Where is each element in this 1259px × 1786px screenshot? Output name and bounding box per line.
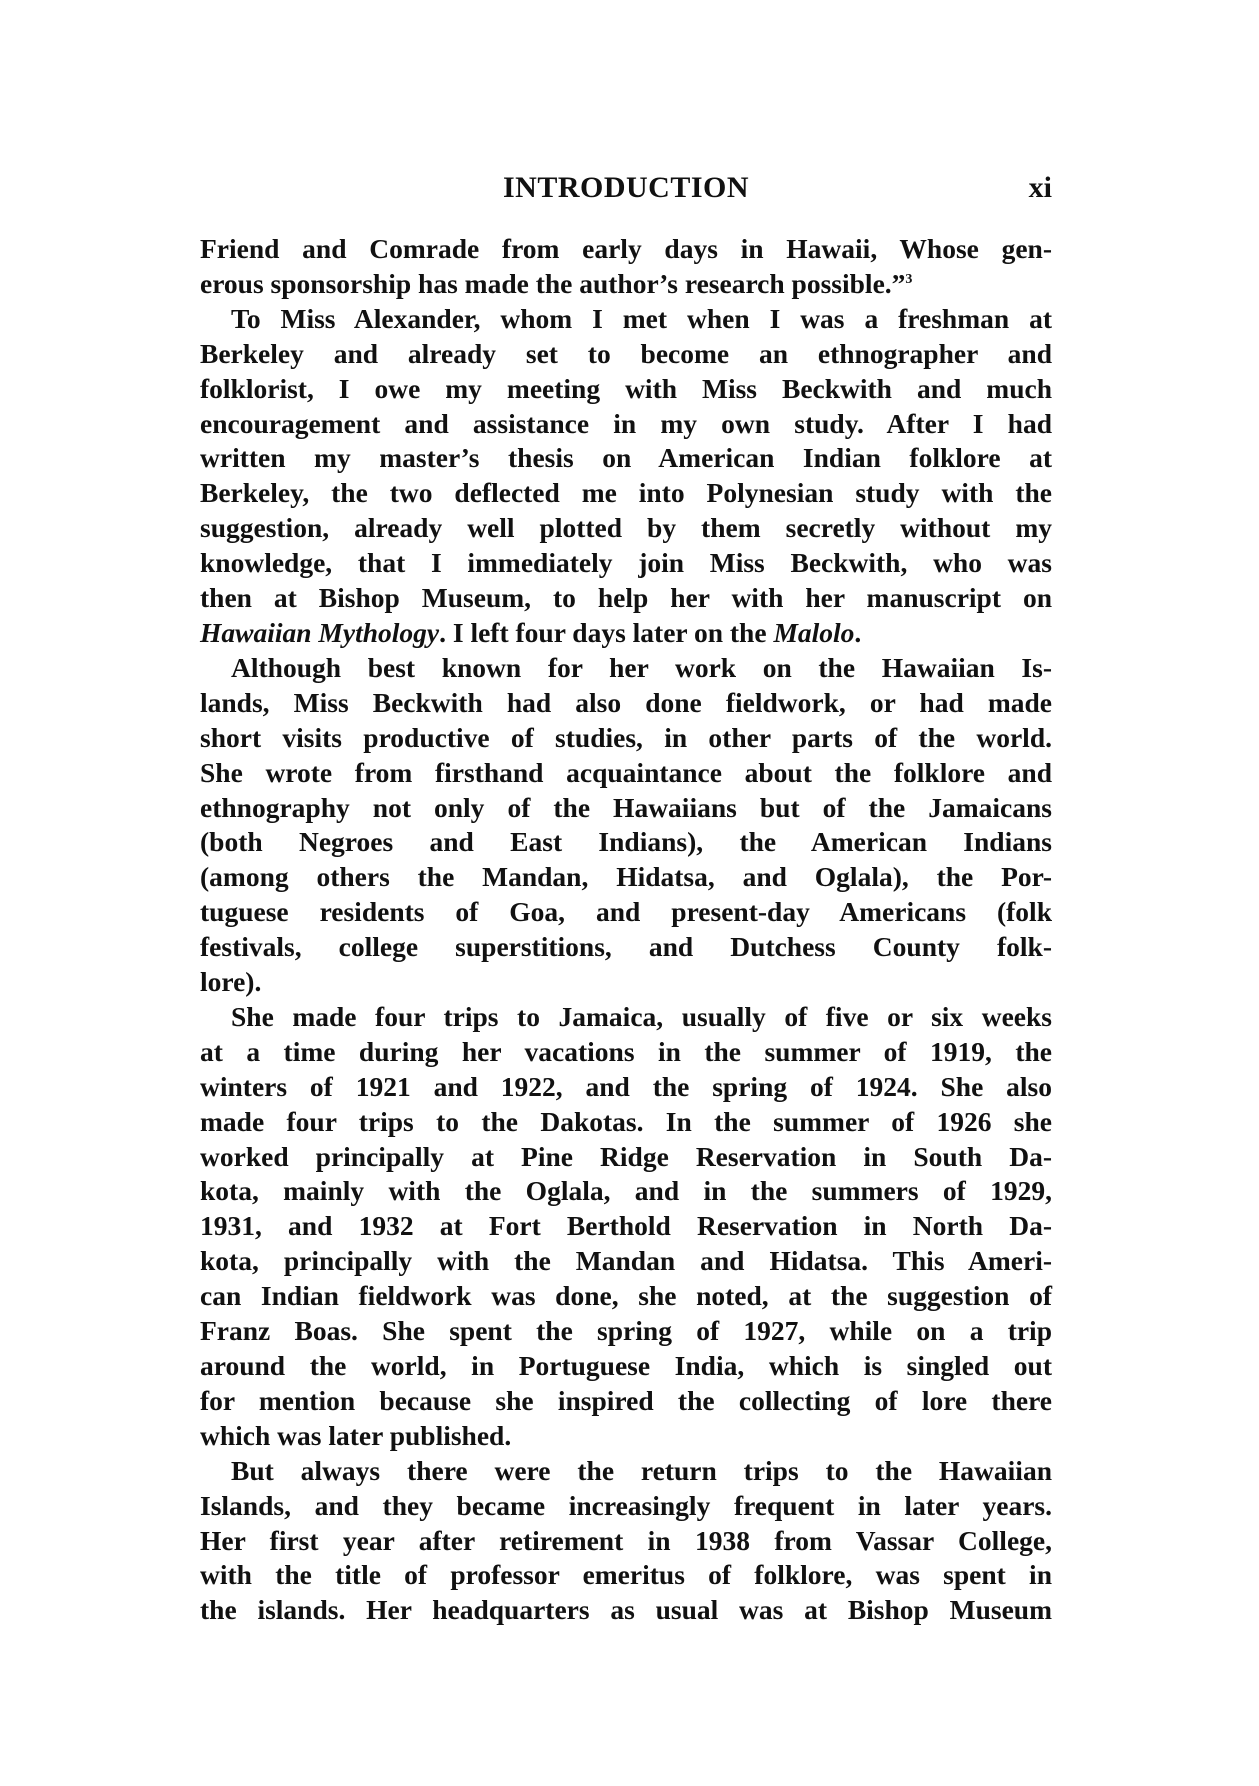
text-line: winters of 1921 and 1922, and the spring of 1924. She also: [200, 1070, 1052, 1102]
text-line: made four trips to the Dakotas. In the summer of 1926 she: [200, 1105, 1052, 1137]
text-line: folklorist, I owe my meeting with Miss Beckwith and much: [200, 372, 1052, 404]
text-line: Her first year after retirement in 1938 from Vassar College,: [200, 1524, 1052, 1556]
text-line: for mention because she inspired the collecting of lore there: [200, 1384, 1052, 1416]
text-line: can Indian fieldwork was done, she noted, at the suggestion of: [200, 1280, 1052, 1312]
text-fragment: .: [854, 616, 862, 648]
text-line: at a time during her vacations in the summer of 1919, the: [200, 1035, 1052, 1067]
text-line: worked principally at Pine Ridge Reservation in South Da-: [200, 1140, 1052, 1172]
text-line: written my master’s thesis on American Indian folklore at: [200, 442, 1052, 474]
body-text: [200, 232, 1052, 1628]
text-line: festivals, college superstitions, and Dutchess County folk-: [200, 931, 1052, 963]
text-line: kota, mainly with the Oglala, and in the summers of 1929,: [200, 1175, 1052, 1207]
text-line: tuguese residents of Goa, and present-day Americans (folk: [200, 896, 1052, 928]
book-title: Hawaiian Mythology: [200, 616, 440, 648]
text-line: with the title of professor emeritus of folklore, was spent in: [200, 1559, 1052, 1591]
text-fragment: erous sponsorship has made the author’s research possible.”: [200, 267, 906, 299]
page-number: xi: [1028, 171, 1052, 204]
text-line: short visits productive of studies, in other parts of the world.: [200, 721, 1052, 753]
text-line: To Miss Alexander, whom I met when I was a freshman at: [231, 302, 1052, 334]
text-line: [200, 616, 1052, 651]
text-line: She wrote from firsthand acquaintance about the folklore and: [200, 756, 1052, 788]
text-line: Islands, and they became increasingly frequent in later years.: [200, 1489, 1052, 1521]
running-head: [200, 168, 1052, 208]
text-line: which was later published.: [200, 1419, 512, 1451]
text-fragment: . I left four days later on the: [439, 616, 774, 648]
text-line: around the world, in Portuguese India, which is singled out: [200, 1350, 1052, 1381]
text-line: Berkeley, the two deflected me into Polynesian study with the: [200, 477, 1052, 509]
text-line: then at Bishop Museum, to help her with her manuscript on: [200, 582, 1052, 614]
text-line: Although best known for her work on the Hawaiian Is-: [231, 651, 1052, 683]
book-page: [200, 168, 1052, 1628]
text-line: Friend and Comrade from early days in Hawaii, Whose gen-: [200, 233, 1052, 264]
text-line: She made four trips to Jamaica, usually of five or six weeks: [231, 1000, 1052, 1032]
text-line: lands, Miss Beckwith had also done fieldwork, or had made: [200, 686, 1052, 718]
text-line: (among others the Mandan, Hidatsa, and Oglala), the Por-: [200, 861, 1052, 893]
text-line: 1931, and 1932 at Fort Berthold Reservation in North Da-: [200, 1210, 1052, 1242]
text-line: Franz Boas. She spent the spring of 1927, while on a trip: [200, 1315, 1052, 1347]
text-line: But always there were the return trips to the Hawaiian: [231, 1454, 1052, 1486]
text-line: (both Negroes and East Indians), the American Indians: [200, 826, 1052, 858]
ship-name: Malolo: [773, 616, 855, 648]
footnote-marker: 3: [905, 271, 913, 287]
text-line: the islands. Her headquarters as usual was at Bishop Museum: [200, 1594, 1052, 1626]
text-line: kota, principally with the Mandan and Hidatsa. This Ameri-: [200, 1245, 1052, 1277]
text-line: suggestion, already well plotted by them secretly without my: [200, 512, 1052, 544]
running-title: INTRODUCTION: [502, 171, 750, 204]
text-line: encouragement and assistance in my own study. After I had: [200, 407, 1052, 439]
text-line: [200, 267, 1052, 302]
text-line: Berkeley and already set to become an ethnographer and: [200, 337, 1052, 369]
text-line: ethnography not only of the Hawaiians but of the Jamaicans: [200, 791, 1052, 823]
text-line: knowledge, that I immediately join Miss Beckwith, who was: [200, 547, 1052, 579]
text-line: lore).: [200, 966, 262, 998]
